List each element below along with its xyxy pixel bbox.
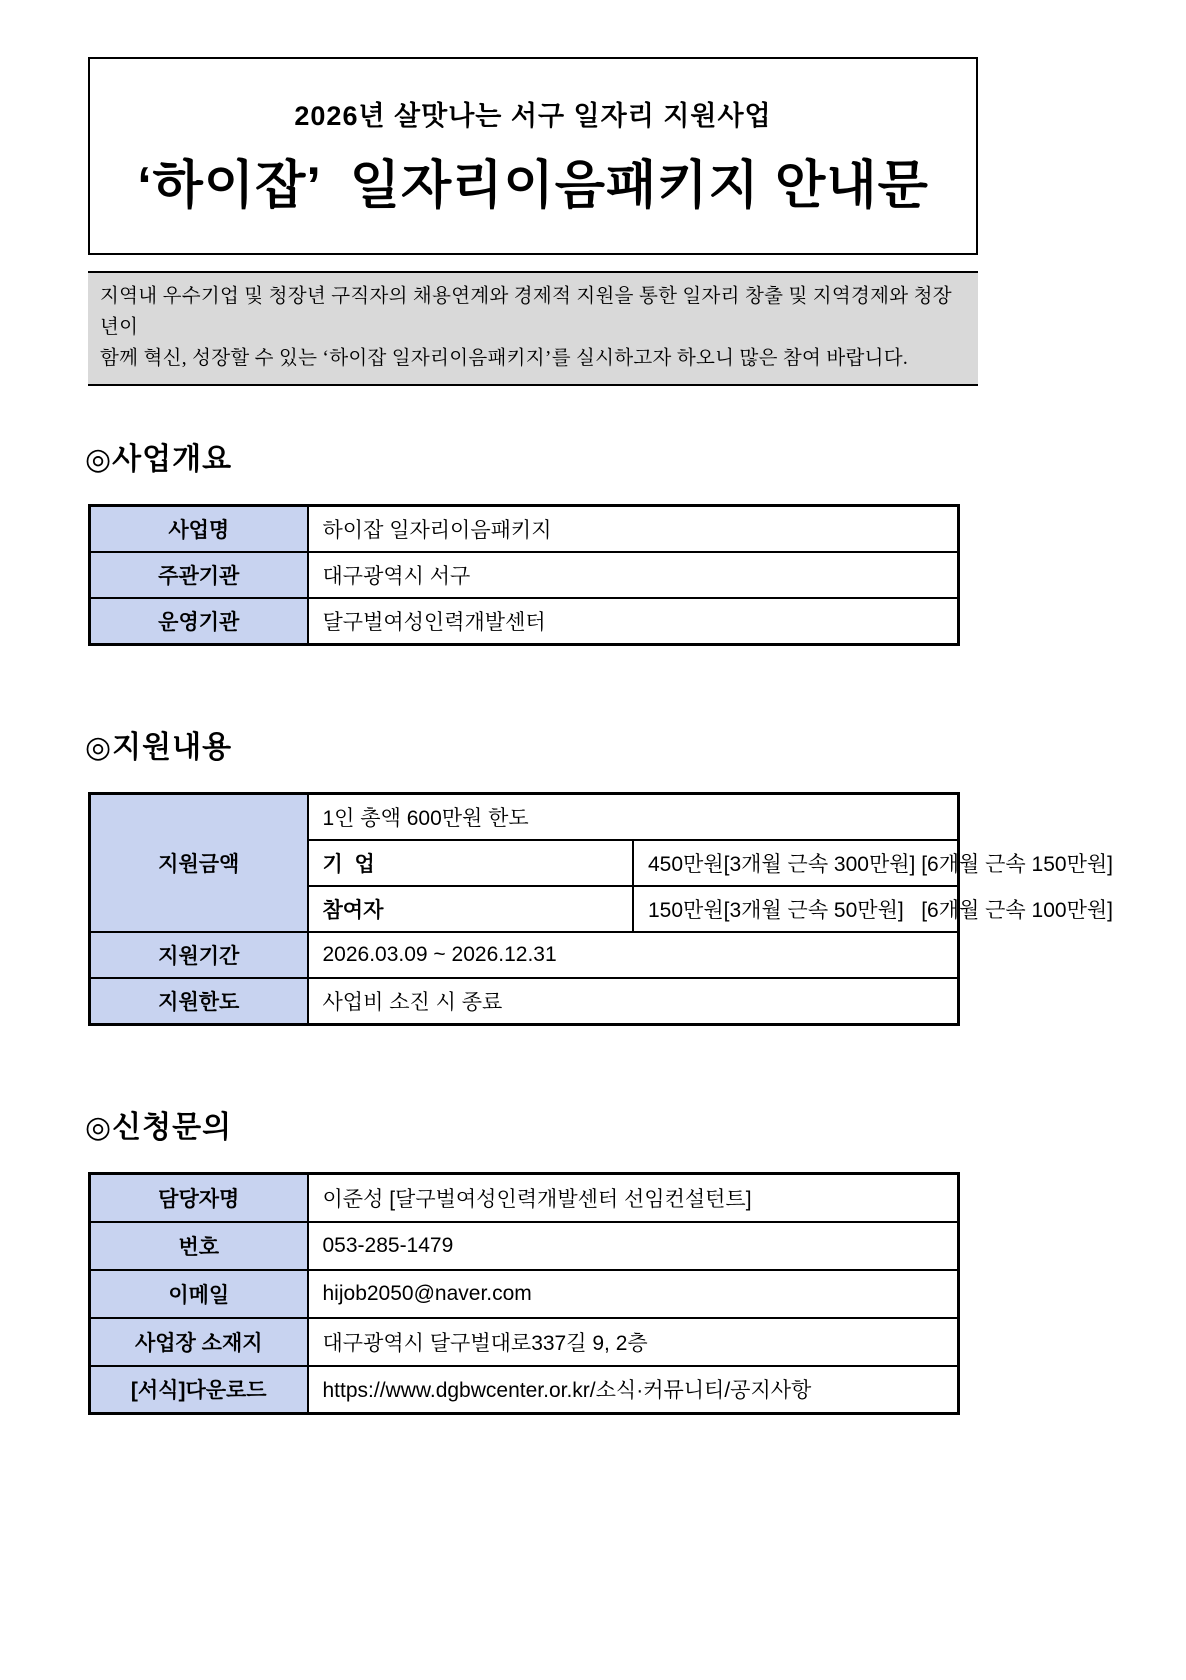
table-row bbox=[90, 552, 959, 598]
table-row bbox=[90, 1270, 959, 1318]
document-subtitle: 2026년 살맛나는 서구 일자리 지원사업 bbox=[294, 101, 772, 131]
contact-table bbox=[88, 1172, 960, 1415]
amount-total-value: 1인 총액 600만원 한도 bbox=[308, 794, 959, 841]
amount-sub-label-participant: 참여자 bbox=[308, 886, 634, 932]
intro-paragraph bbox=[88, 271, 978, 386]
table-row bbox=[90, 1366, 959, 1414]
row-label-amount: 지원금액 bbox=[90, 794, 308, 933]
amount-sub-value-participant: 150만원[3개월 근속 50만원] [6개월 근속 100만원] bbox=[633, 886, 959, 932]
support-table bbox=[88, 792, 1113, 1026]
row-label: 주관기관 bbox=[90, 552, 308, 598]
row-value: 하이잡 일자리이음패키지 bbox=[308, 506, 959, 553]
phone-number-value: 053-285-1479 bbox=[308, 1222, 959, 1270]
intro-line-1: 지역내 우수기업 및 청장년 구직자의 채용연계와 경제적 지원을 통한 일자리 창출 및 지역경제와 청장년이 bbox=[100, 286, 952, 338]
row-label: 지원기간 bbox=[90, 932, 308, 978]
row-label: 운영기관 bbox=[90, 598, 308, 645]
overview-table bbox=[88, 504, 960, 646]
table-row bbox=[90, 1222, 959, 1270]
table-row bbox=[90, 932, 959, 978]
table-row bbox=[90, 506, 959, 553]
table-row bbox=[90, 794, 959, 841]
row-label: 이메일 bbox=[90, 1270, 308, 1318]
section-heading-overview: ◎사업개요 bbox=[85, 443, 233, 476]
row-value: 달구벌여성인력개발센터 bbox=[308, 598, 959, 645]
address-value: 대구광역시 달구벌대로337길 9, 2층 bbox=[308, 1318, 959, 1366]
row-label: 번호 bbox=[90, 1222, 308, 1270]
row-value: 대구광역시 서구 bbox=[308, 552, 959, 598]
row-value: 2026.03.09 ~ 2026.12.31 bbox=[308, 932, 959, 978]
row-label: 사업장 소재지 bbox=[90, 1318, 308, 1366]
row-label: 지원한도 bbox=[90, 978, 308, 1025]
contact-person-value: 이준성 [달구벌여성인력개발센터 선임컨설턴트] bbox=[308, 1174, 959, 1222]
document-title: ‘하이잡’ 일자리이음패키지 안내문 bbox=[137, 157, 929, 215]
table-row bbox=[90, 598, 959, 645]
title-box bbox=[88, 57, 978, 255]
intro-line-2: 함께 혁신, 성장할 수 있는 ‘하이잡 일자리이음패키지’를 실시하고자 하오니 많은 참여 바랍니다. bbox=[100, 348, 909, 369]
section-heading-support: ◎지원내용 bbox=[85, 731, 233, 764]
row-label: 사업명 bbox=[90, 506, 308, 553]
email-value: hijob2050@naver.com bbox=[308, 1270, 959, 1318]
row-value: 사업비 소진 시 종료 bbox=[308, 978, 959, 1025]
table-row bbox=[90, 1174, 959, 1222]
table-row bbox=[90, 978, 959, 1025]
section-heading-contact: ◎신청문의 bbox=[85, 1111, 233, 1144]
website-url-value: https://www.dgbwcenter.or.kr/소식·커뮤니티/공지사항 bbox=[308, 1366, 959, 1414]
row-label: 담당자명 bbox=[90, 1174, 308, 1222]
amount-sub-value-company: 450만원[3개월 근속 300만원] [6개월 근속 150만원] bbox=[633, 840, 959, 886]
amount-sub-label-company: 기 업 bbox=[308, 840, 634, 886]
table-row bbox=[90, 1318, 959, 1366]
row-label: [서식]다운로드 bbox=[90, 1366, 308, 1414]
